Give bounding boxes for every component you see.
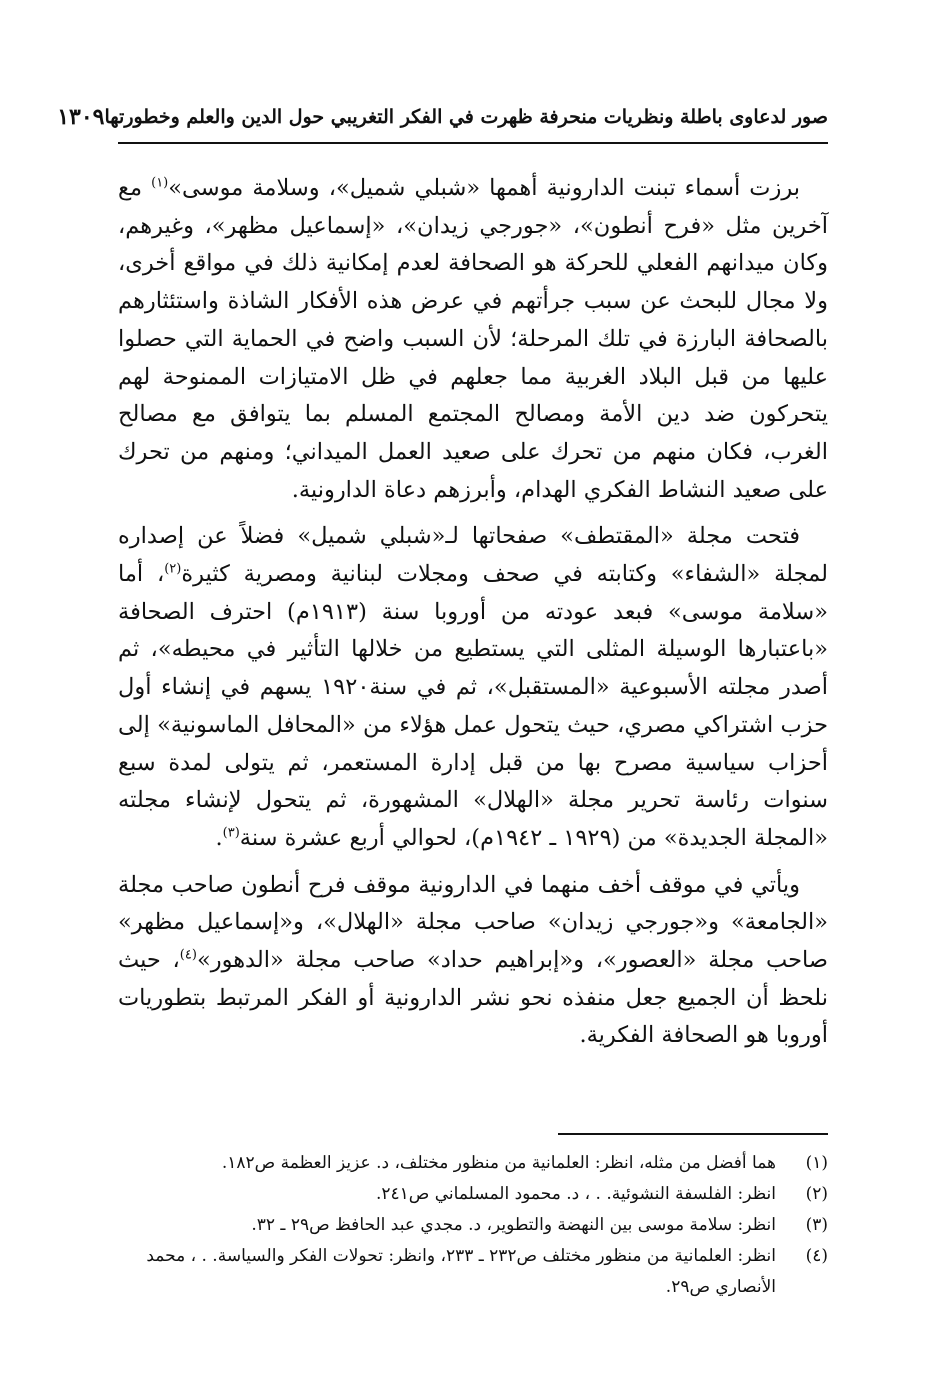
footnote-number: (١) (805, 1153, 828, 1173)
footnote-text: انظر: سلامة موسى بين النهضة والتطوير، د. مجدي عبد الحافظ ص٢٩ ـ ٣٢. (251, 1215, 776, 1235)
footnote-divider (558, 1133, 828, 1135)
paragraph-2-text-a: فتحت مجلة «المقتطف» صفحاتها لـ«شبلي شميل» فضلاً عن إصداره لمجلة «الشفاء» وكتابته في صحف ومجلات لبنانية ومصرية كثيرة (118, 523, 828, 588)
footnote-text: هما أفضل من مثله، انظر: العلمانية من منظور مختلف، د. عزيز العظمة ص١٨٢. (221, 1153, 776, 1173)
footnote-ref-2: (٢) (164, 561, 182, 577)
running-header (57, 92, 828, 144)
running-title: صور لدعاوى باطلة ونظريات منحرفة ظهرت في الفكر التغريبي حول الدين والعلم وخطورتها (104, 106, 828, 128)
footnotes (118, 1148, 828, 1303)
footnote-ref-1: (١) (151, 175, 169, 191)
paragraph-3 (118, 867, 828, 1056)
paragraph-3-text-b: ، حيث نلحظ أن الجميع جعل منفذه نحو نشر الدارونية أو الفكر المرتبط بتطوريات أوروبا هو الصحافة الفكرية. (118, 947, 828, 1049)
footnote-ref-3: (٣) (222, 825, 240, 841)
footnote-number: (٤) (805, 1246, 828, 1266)
paragraph-2-text-b: ، أما «سلامة موسى» فبعد عودته من أوروبا سنة (١٩١٣م) احترف الصحافة «باعتبارها الوسيلة المثلى التي يستطيع من خلالها التأثير في محيطه»، ثم أصدر مجلته الأسبوعية «المستقبل»، ثم في سنة١٩٢٠ يسهم في إنشاء أول حزب اشتراكي مصري، حيث يتحول عمل هؤلاء من «المحافل الماسونية» إلى أحزاب سياسية مصرح بها من قبل إدارة المستعمر، ثم يتولى لمدة سبع سنوات رئاسة تحرير مجلة «الهلال» المشهورة، ثم يتحول لإنشاء مجلته «المجلة الجديدة» من (١٩٢٩ ـ ١٩٤٢م)، لحوالي أربع عشرة سنة (118, 561, 828, 851)
footnote-2 (118, 1179, 828, 1210)
footnote-1 (118, 1148, 828, 1179)
paragraph-1-text-b: مع آخرين مثل «فرح أنطون»، «جورجي زيدان»، «إسماعيل مظهر»، وغيرهم، وكان ميدانهم الفعلي للحركة هو الصحافة لعدم إمكانية ذلك في مواقع أخرى، ولا مجال للبحث عن سبب جرأتهم في عرض هذه الأفكار الشاذة واستئثارهم بالصحافة البارزة في تلك المرحلة؛ لأن السبب واضح في الحماية التي حصلوا عليها من قبل البلاد الغربية مما جعلهم في ظل الامتيازات الممنوحة لهم يتحركون ضد دين الأمة ومصالح المجتمع المسلم بما يتوافق مع مصالح الغرب، فكان منهم من تحرك على صعيد العمل الميداني؛ ومنهم من تحرك على صعيد النشاط الفكري الهدام، وأبرزهم دعاة الدارونية. (118, 175, 828, 503)
paragraph-1 (118, 170, 828, 509)
footnote-text: انظر: العلمانية من منظور مختلف ص٢٣٢ ـ ٢٣٣، وانظر: تحولات الفكر والسياسة. . ، محمد الأنصاري ص٢٩. (146, 1246, 776, 1297)
footnote-4 (118, 1241, 828, 1303)
footnote-number: (٢) (805, 1184, 828, 1204)
body-text (118, 170, 828, 1055)
footnote-text: انظر: الفلسفة النشوئية. . ، د. محمود المسلماني ص٢٤١. (375, 1184, 776, 1204)
footnote-ref-4: (٤) (179, 947, 197, 963)
paragraph-2 (118, 518, 828, 857)
footnote-number: (٣) (805, 1215, 828, 1235)
footnote-3 (118, 1210, 828, 1241)
paragraph-1-text-a: برزت أسماء تبنت الدارونية أهمها «شبلي شميل»، وسلامة موسى» (168, 175, 801, 201)
page-number: ١٣٠٩ (57, 104, 105, 130)
paragraph-2-text-c: . (215, 824, 223, 851)
paragraph-3-text-a: ويأتي في موقف أخف منهما في الدارونية موقف فرح أنطون صاحب مجلة «الجامعة» و«جورجي زيدان» صاحب مجلة «الهلال»، و«إسماعيل مظهر» صاحب مجلة «العصور»، و«إبراهيم حداد» صاحب مجلة «الدهور» (118, 871, 828, 974)
